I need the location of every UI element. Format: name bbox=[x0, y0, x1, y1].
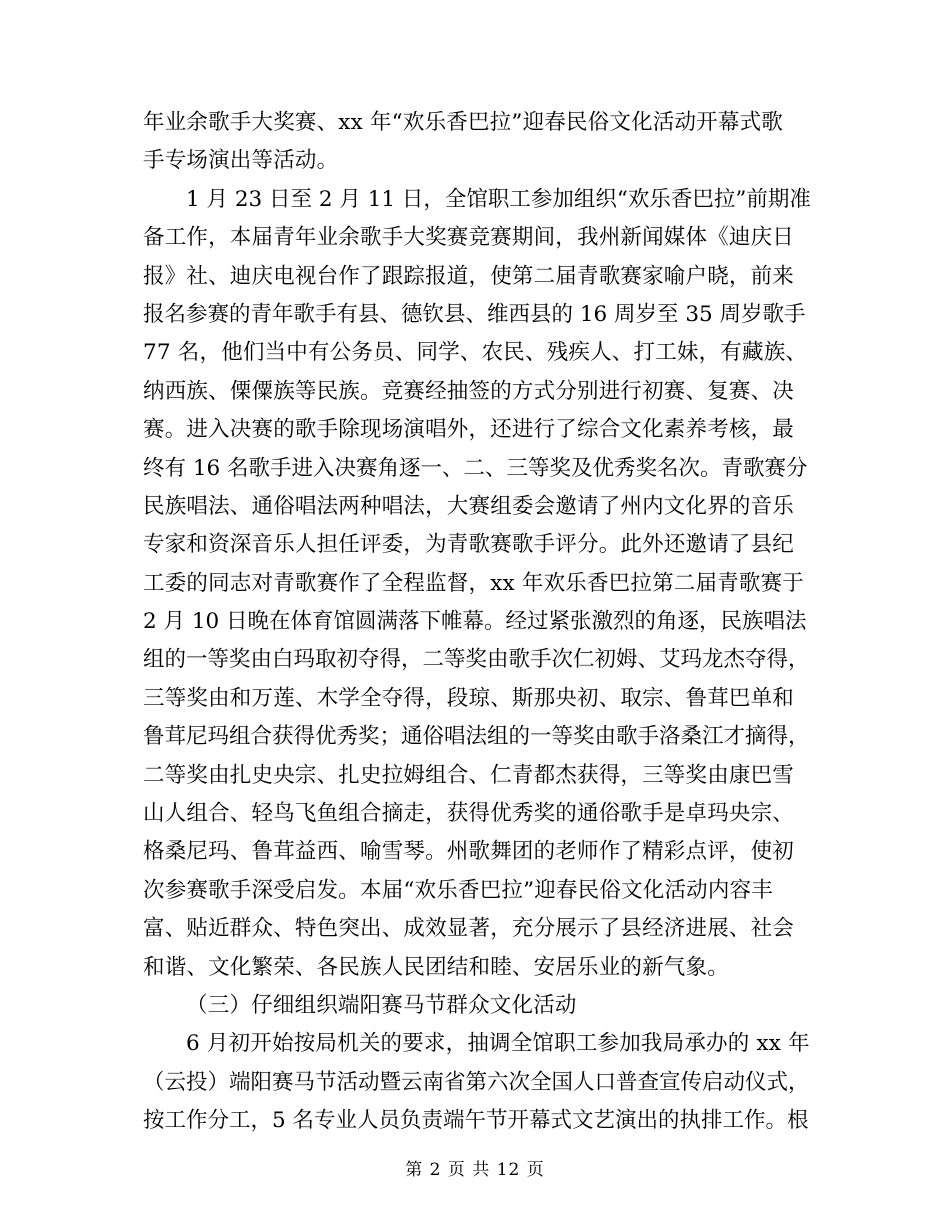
text-line: 纳西族、傈僳族等民族。竞赛经抽签的方式分别进行初赛、复赛、决 bbox=[143, 378, 795, 404]
text-line: 6 月初开始按局机关的要求，抽调全馆职工参加我局承办的 xx 年 bbox=[186, 1031, 810, 1057]
text-line: 二等奖由扎史央宗、扎史拉姆组合、仁青都杰获得，三等奖由康巴雪 bbox=[143, 762, 795, 788]
text-line: 组的一等奖由白玛取初夺得，二等奖由歌手次仁初姆、艾玛龙杰夺得， bbox=[143, 647, 810, 673]
text-line: 年业余歌手大奖赛、xx 年“欢乐香巴拉”迎春民俗文化活动开幕式歌 bbox=[143, 110, 783, 135]
text-line: 2 月 10 日晚在体育馆圆满落下帷幕。经过紧张激烈的角逐，民族唱法 bbox=[143, 609, 807, 635]
page-footer bbox=[0, 1158, 950, 1182]
text-line: 工委的同志对青歌赛作了全程监督，xx 年欢乐香巴拉第二届青歌赛于 bbox=[143, 570, 804, 596]
text-line: 次参赛歌手深受启发。本届“欢乐香巴拉”迎春民俗文化活动内容丰 bbox=[143, 877, 773, 903]
text-line: 报》社、迪庆电视台作了跟踪报道，使第二届青歌赛家喻户晓，前来 bbox=[143, 263, 795, 289]
text-line: 终有 16 名歌手进入决赛角逐一、二、三等奖及优秀奖名次。青歌赛分 bbox=[143, 455, 808, 481]
page-number: 第 2 页 共 12 页 bbox=[405, 1160, 545, 1180]
text-line: 三等奖由和万莲、木学全夺得，段琼、斯那央初、取宗、鲁茸巴单和 bbox=[143, 685, 795, 711]
text-line: 格桑尼玛、鲁茸益西、喻雪琴。州歌舞团的老师作了精彩点评，使初 bbox=[143, 839, 795, 865]
body-text bbox=[143, 104, 811, 1141]
section-heading: （三）仔细组织端阳赛马节群众文化活动 bbox=[186, 992, 577, 1018]
text-line: 1 月 23 日至 2 月 11 日，全馆职工参加组织“欢乐香巴拉”前期准 bbox=[186, 186, 811, 212]
text-line: 77 名，他们当中有公务员、同学、农民、残疾人、打工妹，有藏族、 bbox=[143, 340, 808, 366]
text-line: 富、贴近群众、特色突出、成效显著，充分展示了县经济进展、社会 bbox=[143, 916, 795, 942]
text-line: 鲁茸尼玛组合获得优秀奖；通俗唱法组的一等奖由歌手洛桑江才摘得， bbox=[143, 724, 810, 750]
text-line: 专家和资深音乐人担任评委，为青歌赛歌手评分。此外还邀请了县纪 bbox=[143, 532, 795, 558]
text-line: 山人组合、轻鸟飞鱼组合摘走，获得优秀奖的通俗歌手是卓玛央宗、 bbox=[143, 801, 795, 827]
text-line: 报名参赛的青年歌手有县、德钦县、维西县的 16 周岁至 35 周岁歌手 bbox=[143, 301, 806, 327]
text-line: （云投）端阳赛马节活动暨云南省第六次全国人口普查宣传启动仪式， bbox=[143, 1069, 810, 1095]
text-line: 按工作分工，5 名专业人员负责端午节开幕式文艺演出的执排工作。根 bbox=[143, 1108, 809, 1134]
text-line: 手专场演出等活动。 bbox=[143, 148, 339, 174]
text-line: 赛。进入决赛的歌手除现场演唱外，还进行了综合文化素养考核，最 bbox=[143, 417, 795, 443]
text-line: 备工作，本届青年业余歌手大奖赛竞赛期间，我州新闻媒体《迪庆日 bbox=[143, 225, 795, 251]
text-line: 民族唱法、通俗唱法两种唱法，大赛组委会邀请了州内文化界的音乐 bbox=[143, 493, 795, 519]
text-line: 和谐、文化繁荣、各民族人民团结和睦、安居乐业的新气象。 bbox=[143, 954, 729, 980]
